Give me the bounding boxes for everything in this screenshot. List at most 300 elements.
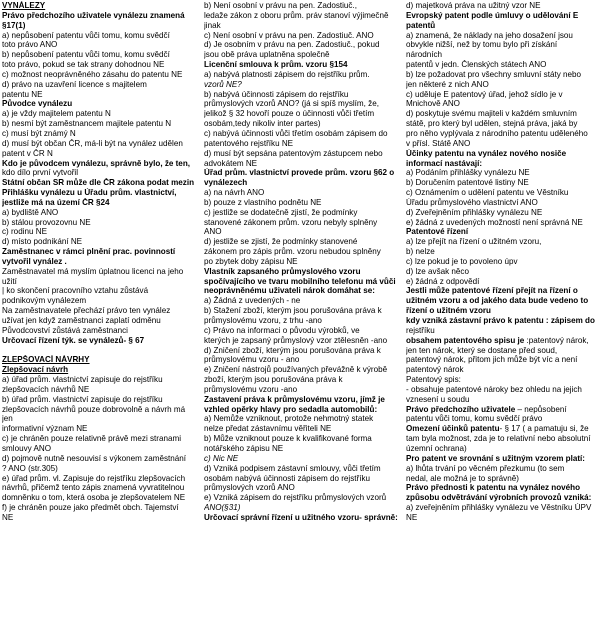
text-line — [204, 306, 401, 316]
line-text: d) Je osobním v právu na pen. Zadostiuč., pokud — [204, 40, 380, 50]
text-line — [2, 513, 199, 523]
text-line — [406, 109, 603, 119]
text-line — [2, 267, 199, 277]
line-text: státě, pro který byl udělen, stejná práva, jaká by — [406, 119, 578, 129]
line-text: toto právo ANO — [2, 40, 58, 50]
text-line — [204, 11, 401, 21]
text-line — [204, 31, 401, 41]
line-text: d) Vzniká podpisem zástavní smlouvy, vůči třetím — [204, 463, 381, 473]
text-line — [2, 424, 199, 434]
line-text: jinak — [204, 20, 221, 30]
text-line — [2, 237, 199, 247]
line-text: vznesení u soudu — [406, 394, 470, 404]
line-text: patent v ČR N — [2, 148, 53, 158]
line-text: d) musí být sepsána patentovým zástupcem nebo — [204, 148, 383, 158]
text-line — [204, 424, 401, 434]
line-text: užívat jen když zaměstnanci zaplatí odměnu — [2, 316, 161, 325]
text-line — [406, 267, 603, 277]
line-text: advokátem NE — [204, 158, 258, 168]
line-text: informací nastávají: — [406, 158, 483, 168]
line-text: Právo předchozího uživatele — [406, 404, 516, 414]
text-line — [204, 40, 401, 50]
line-text: Zastavení práva k průmyslovému vzoru, jímž je — [204, 394, 385, 404]
line-text: ledaže zákon z oboru prům. práv stanoví výjimečně — [204, 10, 389, 20]
line-text: Patentové řízení — [406, 227, 469, 237]
text-line — [406, 395, 603, 405]
text-line — [204, 267, 401, 277]
text-line — [406, 375, 603, 385]
text-line — [204, 375, 401, 385]
text-line — [204, 257, 401, 267]
text-line — [2, 11, 199, 21]
line-text: jen některé z nich ANO — [406, 79, 489, 89]
text-line — [204, 50, 401, 60]
column-left — [0, 0, 202, 626]
text-line — [204, 218, 401, 228]
text-line — [406, 346, 603, 356]
line-text: v přísl. Státě ANO — [406, 138, 471, 148]
line-text: vynálezech — [204, 178, 248, 188]
text-line — [406, 296, 603, 306]
text-line — [204, 159, 401, 169]
text-line — [406, 99, 603, 109]
line-text: Právo předchozího uživatele vynálezu znamená — [2, 10, 185, 20]
text-line — [204, 21, 401, 31]
text-line — [204, 286, 401, 296]
text-line — [406, 513, 603, 523]
text-line — [204, 365, 401, 375]
text-line — [204, 90, 401, 100]
text-line — [2, 316, 199, 326]
line-text: c) jestliže se dodatečně zjistí, že podmínky — [204, 207, 358, 217]
text-line — [2, 464, 199, 474]
text-line — [406, 70, 603, 80]
text-line — [204, 277, 401, 287]
text-line — [204, 149, 401, 159]
line-text: b) lze požadovat pro všechny smluvní státy nebo — [406, 69, 582, 79]
text-line — [406, 119, 603, 129]
line-text: e) Vzniká zápisem do rejstříku průmyslových vzorů — [204, 493, 387, 503]
text-line — [406, 237, 603, 247]
line-text: b) nepůsobení patentu vůči tomu, komu svědčí — [2, 50, 170, 60]
text-line — [2, 139, 199, 149]
line-text: c) uděluje E patentový úřad, jehož sídlo je v — [406, 89, 563, 99]
line-text: Evropský patent podle úmluvy o udělování E — [406, 10, 579, 20]
text-line — [2, 306, 199, 316]
text-line — [2, 483, 199, 493]
line-text: b) nabývá účinnosti zápisem do rejstříku — [204, 89, 349, 99]
text-line — [204, 296, 401, 306]
line-text: Kdo je původcem vynálezu, správně bylo, že ten, — [2, 158, 191, 168]
line-text: a) Žádná z uvedených - ne — [204, 296, 301, 306]
line-text: národních — [406, 50, 442, 60]
line-text: průmyslovému vzoru -ano — [204, 384, 298, 394]
line-text-rest: – nepůsobení — [515, 404, 567, 414]
line-text: b) úřad prům. vlastnictví zapisuje do rejstříku — [2, 394, 163, 404]
line-text: Jestli může patentové řízení přejít na řízení o — [406, 286, 578, 296]
line-text: smlouvy ANO — [2, 443, 52, 453]
line-text: a) Nemůže vzniknout, protože nehmotný statek — [204, 414, 374, 424]
line-text: spočívajícího ve tvaru mobilního telefonu má vůči — [204, 276, 396, 286]
text-line — [2, 159, 199, 169]
text-line — [204, 434, 401, 444]
line-text: obsahem patentového spisu je — [406, 335, 525, 345]
text-line — [406, 188, 603, 198]
line-text: osobám,tedy nikoliv inter partes) — [204, 119, 321, 129]
line-text-rest: - § 17 ( a pamatuju si, že — [499, 424, 589, 434]
text-line — [406, 355, 603, 365]
line-text: patentového rejstříku NE — [204, 138, 294, 148]
line-text: c) nabývá účinnosti vůči třetím osobám zápisem do — [204, 128, 388, 138]
text-line — [406, 286, 603, 296]
line-text: a) lhůta trvání po věcném přezkumu (to sem — [406, 463, 565, 473]
line-text: d) lze avšak něco — [406, 266, 469, 276]
text-line — [2, 40, 199, 50]
line-text: podnikovým vynálezem — [2, 296, 87, 306]
text-line — [406, 80, 603, 90]
text-line — [204, 168, 401, 178]
text-line — [2, 336, 199, 346]
text-line — [406, 414, 603, 424]
line-text: vzhled opěrky hlavy pro sedadla automobilů: — [204, 404, 378, 414]
line-text: Pro patent ve srovnání s užitným vzorem platí: — [406, 453, 586, 463]
text-line — [406, 503, 603, 513]
line-text: stanovené zákonem prům. vzoru nebyly splněny — [204, 217, 378, 227]
text-line — [2, 375, 199, 385]
text-line — [2, 493, 199, 503]
line-text: tam byla možnost, zda je to relativní nebo absolutní — [406, 434, 591, 444]
text-line — [204, 474, 401, 484]
text-line — [2, 355, 199, 365]
line-text: c) rodinu NE — [2, 227, 47, 237]
text-line — [406, 149, 603, 159]
line-text: způsobu odvětrávání výrobních provozů vzniká: — [406, 493, 592, 503]
text-line — [2, 149, 199, 159]
text-line — [406, 424, 603, 434]
line-text: notářského zápisu NE — [204, 443, 284, 453]
text-line — [2, 218, 199, 228]
line-text: c) musí být známý N — [2, 128, 76, 138]
line-text: řízení o užitném vzoru — [406, 306, 491, 316]
line-text: Licenční smlouva k prům. vzoru §154 — [204, 60, 348, 70]
text-line — [204, 405, 401, 415]
line-text: d) Zveřejněním přihlášky vynálezu NE — [406, 207, 543, 217]
text-line — [204, 60, 401, 70]
line-text: a) zveřejněním přihlášky vynálezu ve Věstníku ÚPV — [406, 503, 592, 513]
line-text: a) úřad prům. vlastnictví zapisuje do rejstříku — [2, 375, 163, 385]
text-line — [204, 227, 401, 237]
text-line — [204, 247, 401, 257]
column-middle — [202, 0, 404, 626]
text-line — [2, 444, 199, 454]
line-text: d) právo na uzavření licence s majitelem — [2, 79, 147, 89]
text-line — [2, 208, 199, 218]
text-line — [2, 434, 199, 444]
text-line — [406, 365, 603, 375]
line-text: | ko skončení pracovního vztahu zůstává — [2, 286, 149, 296]
text-line — [406, 21, 603, 31]
line-text: zákonem pro zápis prům. vzoru nebudou splněny — [204, 247, 381, 257]
text-line — [204, 1, 401, 11]
text-line — [406, 405, 603, 415]
line-text: Původce vynálezu — [2, 99, 73, 109]
line-text: kdo dílo první vytvořil — [2, 168, 79, 178]
line-text: zboží, kterým jsou porušována práva k — [204, 375, 343, 385]
line-text: Na zaměstnavatele přechází právo ten vynález — [2, 306, 171, 316]
text-line — [204, 326, 401, 336]
line-text: průmyslovému vzoru - ano — [204, 355, 300, 365]
line-text: e) Zničení nástrojů používaných převážně k výrobě — [204, 365, 388, 375]
line-text: návrhů, přičemž tento zápis znamená vyvratitelnou — [2, 483, 185, 493]
text-line — [2, 119, 199, 129]
text-line — [406, 257, 603, 267]
line-text: e) žádná z uvedených možností není správná NE — [406, 217, 583, 227]
line-text: e) úřad prům. vl. Zapisuje do rejstříku zlepšovacích — [2, 473, 186, 483]
line-text: Zlepšovací návrh — [2, 365, 69, 375]
text-line — [406, 198, 603, 208]
text-line — [2, 503, 199, 513]
line-text: jsou obě práva uplatněna společně — [204, 50, 330, 60]
text-line — [406, 168, 603, 178]
text-line — [2, 454, 199, 464]
text-line — [2, 109, 199, 119]
text-line — [204, 395, 401, 405]
text-line — [204, 237, 401, 247]
line-text: patentu NE — [2, 89, 43, 99]
line-text: jen ten nárok, který se dostane před soud, — [406, 345, 558, 355]
text-line — [406, 464, 603, 474]
line-text: NE — [2, 512, 14, 522]
text-line — [204, 385, 401, 395]
text-line — [204, 503, 401, 513]
text-line — [406, 11, 603, 21]
line-text: a) bydliště ANO — [2, 207, 59, 217]
line-text: Přihlášku vynálezu u Úřadu prům. vlastnictví, — [2, 188, 177, 198]
line-text: §17(1) — [2, 20, 26, 30]
text-line — [406, 178, 603, 188]
line-text: NE — [406, 512, 418, 522]
line-text: c) možnost neoprávněného zásahu do patentu NE — [2, 69, 183, 79]
text-line — [204, 188, 401, 198]
line-text: patentů v jedn. Členských státech ANO — [406, 60, 547, 70]
text-line — [406, 40, 603, 50]
line-text: a) lze přejít na řízení o užitném vzoru, — [406, 237, 542, 247]
text-line — [406, 227, 603, 237]
text-line — [2, 129, 199, 139]
text-line — [406, 90, 603, 100]
line-text: a) nabývá platnosti zápisem do rejstříku prům. — [204, 69, 370, 79]
line-text: kdy vzniká zástavní právo k patentu : zápisem do — [406, 316, 595, 325]
line-text: d) pojmově nutně nesouvisí s výkonem zaměstnání — [2, 453, 187, 463]
line-text: rejstříku — [406, 325, 435, 335]
line-text: ANO — [204, 227, 222, 237]
text-line — [2, 414, 199, 424]
line-text: c) Není osobní v právu na pen. Zadostiuč. ANO — [204, 30, 374, 40]
line-text: b) stálou provozovnu NE — [2, 217, 91, 227]
line-text: Účinky patentu na vynález nového nosiče — [406, 148, 567, 158]
text-line — [406, 247, 603, 257]
text-line — [204, 355, 401, 365]
line-text: kterých je zapsaný průmyslový vzor ztělesněn -ano — [204, 335, 388, 345]
text-line — [406, 434, 603, 444]
line-text: Určovací řízení týk. se vynálezů- § 67 — [2, 335, 145, 345]
line-text: vytvořil vynález . — [2, 256, 67, 266]
line-text: patentový nárok — [406, 365, 464, 375]
text-line — [406, 454, 603, 464]
line-text: Zaměstnanec v rámci plnění prac. povinností — [2, 247, 176, 257]
line-text: průmyslových vzorů ANO? (já si spíš myslím, že, — [204, 99, 379, 109]
text-line — [2, 296, 199, 306]
line-text: VYNÁLEZY — [2, 1, 46, 10]
line-text: b) pouze z vlastního podnětu NE — [204, 197, 322, 207]
text-line — [204, 336, 401, 346]
text-line — [406, 444, 603, 454]
text-line — [2, 385, 199, 395]
line-text: neoprávněnému uživateli nárok domáhat se: — [204, 286, 375, 296]
line-text: průmyslovému vzoru, z trhu -ano — [204, 316, 322, 325]
line-text: c) Právo na informaci o původu výrobků, ve — [204, 325, 360, 335]
text-line — [2, 257, 199, 267]
line-text: - obsahuje patentové nároky bez ohledu na jejich — [406, 384, 582, 394]
text-line — [2, 277, 199, 287]
text-line — [406, 60, 603, 70]
line-text: patentů — [406, 20, 436, 30]
text-line — [2, 80, 199, 90]
text-line — [204, 99, 401, 109]
line-text: ? ANO (str.305) — [2, 463, 58, 473]
text-line — [2, 474, 199, 484]
line-text: a) nepůsobení patentu vůči tomu, komu svědčí — [2, 30, 170, 40]
line-text: Původcovství zůstává zaměstnanci — [2, 325, 128, 335]
line-text: jelikož § 32 hovoří pouze o účinnosti vůči třetím — [204, 109, 375, 119]
text-line — [2, 198, 199, 208]
line-text: jestliže má na území ČR §24 — [2, 197, 110, 207]
line-text: Zaměstnavatel má myslím úplatnou licenci na jeho — [2, 266, 184, 276]
text-line — [204, 80, 401, 90]
line-text: Omezení účinků patentu — [406, 424, 500, 434]
line-text: zlepšovacích návrhů pouze dobrovolně a návrh má — [2, 404, 186, 414]
text-line — [204, 198, 401, 208]
text-line — [204, 414, 401, 424]
text-line — [204, 346, 401, 356]
line-text: ZLEPŠOVACÍ NÁVRHY — [2, 355, 90, 365]
line-text: Vlastník zapsaného průmyslového vzoru — [204, 266, 361, 276]
text-line — [406, 493, 603, 503]
text-line — [406, 139, 603, 149]
line-text: f) je chráněn pouze jako předmět obch. Tajemství — [2, 503, 179, 513]
line-text: územní ochrana) — [406, 443, 467, 453]
text-line — [204, 483, 401, 493]
text-line — [2, 227, 199, 237]
text-line — [2, 326, 199, 336]
line-text: po zbytek doby zápisu NE — [204, 256, 298, 266]
line-text: c) Oznámením o udělení patentu ve Věstníku — [406, 188, 569, 198]
line-text: nelze předat zástavnímu věřiteli NE — [204, 424, 332, 434]
line-text: Úřadu průmyslového vlastnictví ANO — [406, 197, 538, 207]
line-text: nedal, ale možná je to správně) — [406, 473, 519, 483]
text-line — [406, 316, 603, 326]
line-text: d) Zničení zboží, kterým jsou porušována práva k — [204, 345, 381, 355]
text-line — [406, 1, 603, 11]
line-text: vzorů NE? — [204, 79, 242, 89]
line-text: průmyslových vzorů ANO — [204, 483, 295, 493]
line-text: a) Podáním přihlášky vynálezu NE — [406, 168, 530, 178]
text-line — [2, 168, 199, 178]
text-line — [204, 316, 401, 326]
text-line — [204, 109, 401, 119]
text-line — [204, 208, 401, 218]
line-text: jen — [2, 414, 13, 424]
line-text: b) nesmí být zaměstnancem majitele patentu N — [2, 119, 172, 129]
text-line — [2, 1, 199, 11]
line-text: c) je chráněn pouze relativně právě mezi stranami — [2, 434, 182, 444]
line-text: Mnichově ANO — [406, 99, 460, 109]
text-line — [204, 444, 401, 454]
text-line — [406, 306, 603, 316]
text-line — [2, 286, 199, 296]
text-line — [204, 178, 401, 188]
line-text: pro něho vyplývala z národního patentu uděleného — [406, 128, 588, 138]
text-line — [2, 50, 199, 60]
line-text: osobám nabývá účinnosti zápisem do rejstříku — [204, 473, 371, 483]
line-text: c) lze pokud je to povoleno úpv — [406, 256, 518, 266]
line-text: d) poskytuje svému majiteli v každém smluvním — [406, 109, 577, 119]
text-line — [204, 513, 401, 523]
text-line — [406, 31, 603, 41]
text-line — [2, 346, 199, 356]
text-line — [406, 159, 603, 169]
text-line — [204, 119, 401, 129]
line-text: domněnku o tom, která osoba je zlepšovatelem NE — [2, 493, 186, 503]
line-text: b) Doručením patentové listiny NE — [406, 178, 529, 188]
text-line — [2, 70, 199, 80]
line-text: e) žádná z odpovědí — [406, 276, 480, 286]
line-text: d) jestliže se zjistí, že podmínky stanovené — [204, 237, 358, 247]
line-text: ANO(§31) — [204, 503, 241, 513]
line-text: toto právo, pokud se tak strany dohodnou NE — [2, 60, 165, 70]
line-text: Právo přednosti k patentu na vynález nového — [406, 483, 581, 493]
line-text: obvykle nižší, než by tomu bylo při získání — [406, 40, 558, 50]
line-text: a) na návrh ANO — [204, 188, 265, 198]
text-line — [2, 395, 199, 405]
line-text: Určovací správní řízení u užitného vzoru- správně: — [204, 512, 398, 522]
text-line — [204, 464, 401, 474]
text-line — [204, 454, 401, 464]
line-text: Patentový spis: — [406, 375, 461, 385]
line-text: patentu vůči tomu, komu svědčí právo — [406, 414, 543, 424]
text-line — [2, 405, 199, 415]
text-line — [2, 188, 199, 198]
line-text: Státní občan SR může dle ČR zákona podat mezin — [2, 178, 195, 188]
text-line — [2, 90, 199, 100]
text-line — [204, 129, 401, 139]
column-right — [404, 0, 606, 626]
text-line — [406, 208, 603, 218]
text-line — [406, 326, 603, 336]
text-line — [204, 139, 401, 149]
line-text: a) znamená, že náklady na jeho dosažení jsou — [406, 30, 573, 40]
text-line — [406, 129, 603, 139]
line-text: Úřad prům. vlastnictví provede prům. vzoru §62 o — [204, 168, 395, 178]
line-text: a) je vždy majitelem patentu N — [2, 109, 111, 119]
text-line — [2, 365, 199, 375]
line-text: užití — [2, 276, 17, 286]
line-text: patentový nárok, přitom jich může být víc a není — [406, 355, 578, 365]
line-text: d) majetková práva na užitný vzor NE — [406, 1, 541, 10]
line-text: c) Nic NE — [204, 453, 239, 463]
text-line — [406, 385, 603, 395]
text-line — [2, 99, 199, 109]
